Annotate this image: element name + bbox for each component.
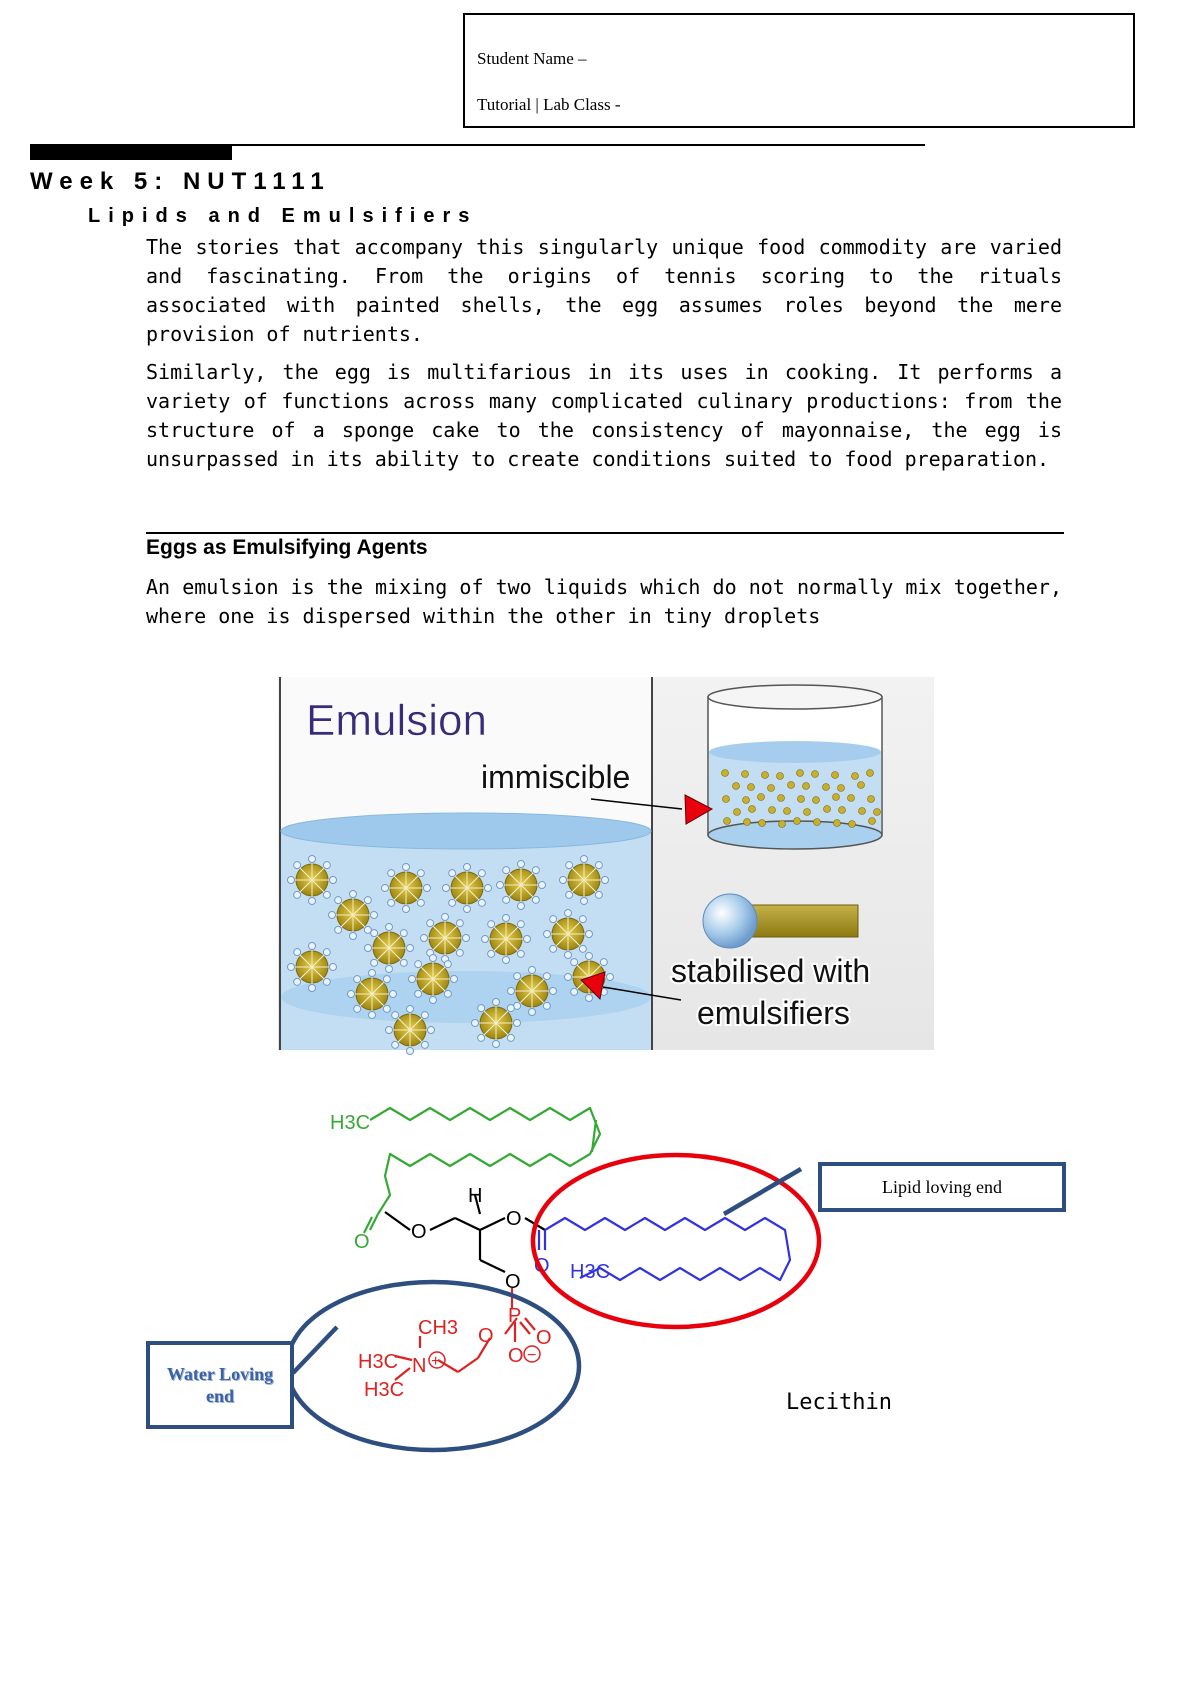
immiscible-droplet xyxy=(813,797,820,804)
emulsion-droplet xyxy=(386,1006,435,1055)
h3c-blue: H3C xyxy=(570,1261,611,1283)
lecithin-label: Lecithin xyxy=(786,1390,892,1415)
emulsion-droplet xyxy=(421,914,470,963)
emulsion-droplet xyxy=(382,864,431,913)
h3c-green: H3C xyxy=(330,1112,371,1134)
immiscible-droplet xyxy=(812,771,819,778)
immiscible-droplet xyxy=(749,806,756,813)
emulsion-droplet xyxy=(365,924,414,973)
immiscible-droplet xyxy=(823,784,830,791)
h3c-red-2: H3C xyxy=(364,1379,405,1401)
immiscible-droplet xyxy=(838,785,845,792)
immiscible-droplet xyxy=(867,770,874,777)
immiscible-droplet xyxy=(777,773,784,780)
water-label-line-1: Water Loving xyxy=(166,1364,274,1384)
o-double: O xyxy=(536,1327,552,1349)
emulsion-droplet xyxy=(482,915,531,964)
immiscible-droplet xyxy=(794,818,801,825)
immiscible-droplet xyxy=(859,808,866,815)
immiscible-droplet xyxy=(769,807,776,814)
immiscible-droplet xyxy=(784,808,791,815)
immiscible-droplet xyxy=(734,809,741,816)
emulsion-droplet xyxy=(409,955,458,1004)
emulsion-droplet xyxy=(288,856,337,905)
emulsion-figure xyxy=(278,677,934,1050)
immiscible-droplet xyxy=(839,807,846,814)
header-rule-thin xyxy=(30,144,925,146)
o-choline: O xyxy=(478,1325,494,1347)
tutorial-class-field[interactable]: Tutorial | Lab Class - xyxy=(477,95,621,114)
o-green: O xyxy=(354,1231,370,1253)
immiscible-droplet xyxy=(743,797,750,804)
emulsion-definition: An emulsion is the mixing of two liquids which do not normally mix together, where one is dispersed within the other in tiny droplets xyxy=(146,575,1062,628)
o-phosphate-link: O xyxy=(505,1271,521,1293)
emulsion-droplet xyxy=(348,970,397,1019)
lipid-end-circle xyxy=(533,1155,819,1327)
immiscible-droplet xyxy=(858,782,865,789)
section-title: Lipids and Emulsifiers xyxy=(88,205,478,227)
lipid-pointer xyxy=(724,1169,801,1214)
immiscible-droplet xyxy=(788,782,795,789)
immiscible-droplet xyxy=(833,794,840,801)
immiscible-droplet xyxy=(797,770,804,777)
intro-paragraph-1: The stories that accompany this singularly unique food commodity are varied and fascinating. From the origins of tennis scoring to the rituals associated with painted shells, the egg assumes roles beyond the mere provision of nutrients. xyxy=(146,235,1062,346)
immiscible-droplet xyxy=(723,796,730,803)
immiscible-droplet xyxy=(814,819,821,826)
emulsion-droplet xyxy=(544,910,593,959)
emulsifier-head xyxy=(703,894,757,948)
p-atom: P xyxy=(508,1305,522,1327)
emulsion-label: Emulsion xyxy=(306,696,487,745)
emulsion-droplet xyxy=(443,864,492,913)
immiscible-droplet xyxy=(724,818,731,825)
emulsion-droplet xyxy=(508,967,557,1016)
immiscible-label: immiscible xyxy=(481,759,631,795)
immiscible-droplet xyxy=(733,783,740,790)
stabilised-label: stabilised with xyxy=(671,953,871,989)
emulsion-droplet xyxy=(472,999,521,1048)
o-ester-2: O xyxy=(506,1208,522,1230)
section-divider xyxy=(146,532,1064,534)
header-rule-thick xyxy=(30,144,232,160)
green-upper-chain xyxy=(370,1108,600,1214)
student-info-box xyxy=(463,13,1135,128)
emulsion-droplet xyxy=(288,943,337,992)
immiscible-droplet xyxy=(869,818,876,825)
emulsion-droplet xyxy=(497,861,546,910)
h3c-red-1: H3C xyxy=(358,1351,399,1373)
svg-text:−: − xyxy=(527,1347,537,1364)
o-minus: O xyxy=(508,1345,524,1367)
immiscible-droplet xyxy=(852,773,859,780)
immiscible-droplet xyxy=(768,785,775,792)
immiscible-droplet xyxy=(804,809,811,816)
n-atom: N xyxy=(412,1355,427,1377)
immiscible-droplet xyxy=(868,796,875,803)
immiscible-droplet xyxy=(744,819,751,826)
immiscible-droplet xyxy=(834,820,841,827)
ch3-red: CH3 xyxy=(418,1317,459,1339)
immiscible-droplet xyxy=(778,795,785,802)
immiscible-droplet xyxy=(803,783,810,790)
emulsifiers-label: emulsifiers xyxy=(697,995,850,1031)
o-blue: O xyxy=(534,1255,550,1277)
immiscible-droplet xyxy=(824,806,831,813)
immiscible-droplet xyxy=(832,772,839,779)
svg-text:+: + xyxy=(431,1353,441,1370)
water-label-line-2: end xyxy=(205,1386,234,1406)
immiscible-droplet xyxy=(748,784,755,791)
emulsion-droplet xyxy=(329,891,378,940)
h-atom: H xyxy=(468,1185,483,1207)
lipid-loving-end-label: Lipid loving end xyxy=(818,1162,1066,1212)
emulsion-droplet xyxy=(560,856,609,905)
immiscible-droplet xyxy=(779,821,786,828)
immiscible-droplet xyxy=(848,795,855,802)
immiscible-droplet xyxy=(849,821,856,828)
water-loving-end-label xyxy=(146,1341,294,1429)
o-ester-1: O xyxy=(411,1221,427,1243)
page-title: Week 5: NUT1111 xyxy=(30,168,331,195)
student-name-field[interactable]: Student Name – xyxy=(477,49,587,68)
immiscible-droplet xyxy=(742,771,749,778)
intro-paragraph-2: Similarly, the egg is multifarious in its uses in cooking. It performs a variety of functions across many complicated culinary productions: from the structure of a sponge cake to the consistency of mayonnaise, the egg is unsurpassed in its ability to create conditions suited to food preparation. xyxy=(146,360,1062,471)
immiscible-droplet xyxy=(762,772,769,779)
immiscible-droplet xyxy=(759,820,766,827)
immiscible-droplet xyxy=(722,770,729,777)
immiscible-droplet xyxy=(874,809,881,816)
immiscible-droplet xyxy=(758,794,765,801)
immiscible-droplet xyxy=(798,796,805,803)
eggs-heading: Eggs as Emulsifying Agents xyxy=(146,536,428,559)
